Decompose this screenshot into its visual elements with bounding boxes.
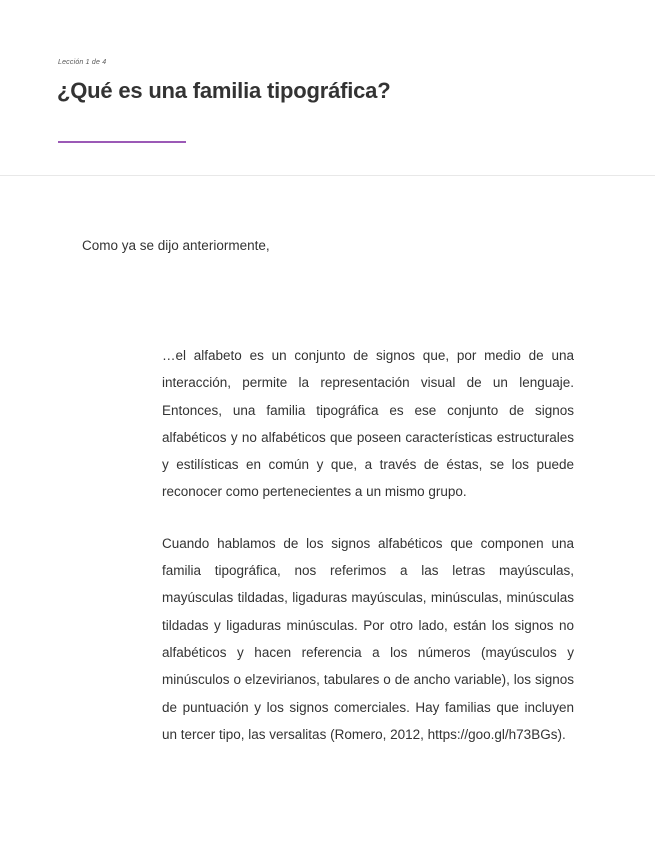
lesson-progress-label: Lección 1 de 4: [58, 59, 107, 66]
intro-text: Como ya se dijo anteriormente,: [82, 238, 270, 253]
title-accent-underline: [58, 141, 186, 143]
quote-paragraph: …el alfabeto es un conjunto de signos que, por medio de una interacción, permite la representación visual de un lenguaje. Entonces, una familia tipográfica es ese conjunto de signos alfabéticos y no alfabéticos que poseen características estructurales y estilísticas en común y que, a través de éstas, se los puede reconocer como pertenecientes a un mismo grupo.: [162, 348, 574, 500]
block-quote: [162, 342, 574, 772]
page-title: ¿Qué es una familia tipográfica?: [57, 78, 391, 103]
lesson-header: [0, 0, 655, 176]
quote-paragraph: Cuando hablamos de los signos alfabéticos que componen una familia tipográfica, nos referimos a las letras mayúsculas, mayúsculas tildadas, ligaduras mayúsculas, minúsculas, minúsculas tildadas y ligaduras minúsculas. Por otro lado, están los signos no alfabéticos y hacen referencia a los números (mayúsculos y minúsculos o elzevirianos, tabulares o de ancho variable), los signos de puntuación y los signos comerciales. Hay familias que incluyen un tercer tipo, las versalitas (Romero, 2012, https://goo.gl/h73BGs).: [162, 535, 574, 742]
